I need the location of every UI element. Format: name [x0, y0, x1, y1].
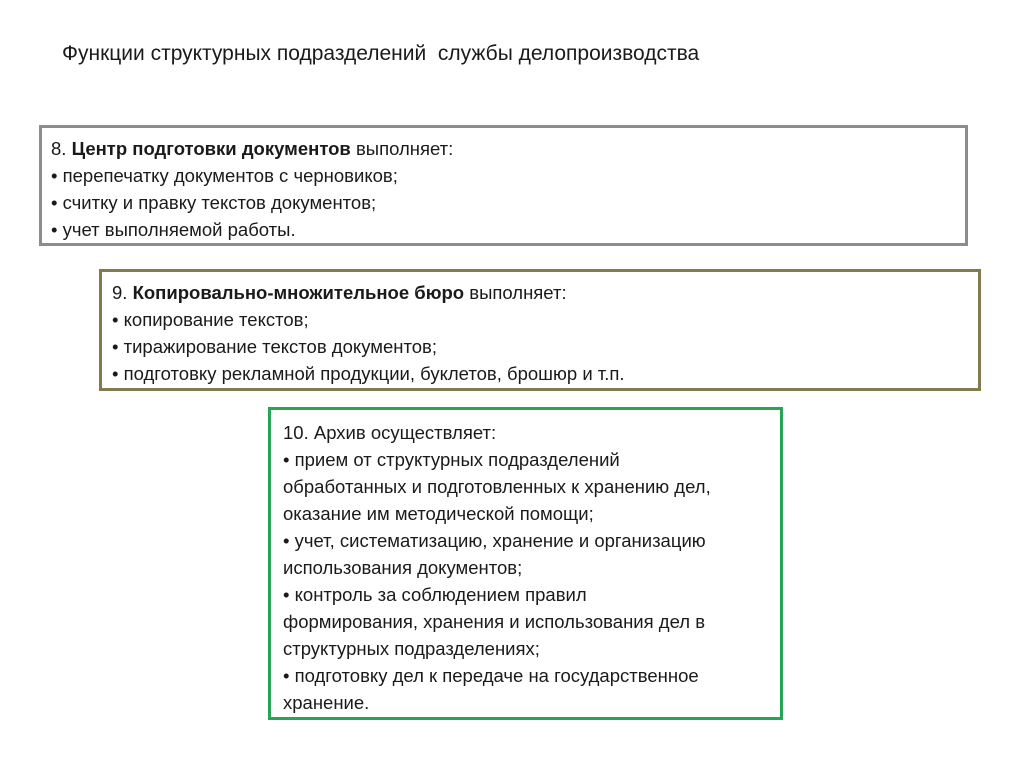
box8-item: • считку и правку текстов документов; — [51, 192, 377, 213]
box10-line: • контроль за соблюдением правил — [283, 584, 587, 605]
box10-heading: 10. Архив осуществляет: — [283, 422, 497, 443]
box8-item: • перепечатку документов с черновиков; — [51, 165, 398, 186]
page-title: Функции структурных подразделений службы делопроизводства — [62, 42, 700, 65]
box8-heading — [51, 135, 965, 162]
center-document-preparation-box — [39, 125, 968, 246]
box10-line: оказание им методической помощи; — [283, 503, 594, 524]
box9-item: • тиражирование текстов документов; — [112, 336, 437, 357]
box10-line: • прием от структурных подразделений — [283, 449, 620, 470]
box10-line: обработанных и подготовленных к хранению дел, — [283, 476, 711, 497]
box8-item: • учет выполняемой работы. — [51, 219, 296, 240]
box9-unit-name: Копировально-множительное бюро — [132, 282, 465, 303]
box10-line: формирования, хранения и использования дел в — [283, 611, 706, 632]
box8-verb: выполняет: — [355, 138, 454, 159]
box9-heading — [112, 279, 978, 306]
box8-unit-name: Центр подготовки документов — [71, 138, 351, 159]
box9-verb: выполняет: — [469, 282, 567, 303]
box8-number: 8. — [51, 138, 67, 159]
copying-bureau-box — [99, 269, 981, 391]
archive-box — [268, 407, 783, 720]
box9-item: • копирование текстов; — [112, 309, 309, 330]
box10-line: структурных подразделениях; — [283, 638, 540, 659]
box10-line: • учет, систематизацию, хранение и организацию — [283, 530, 706, 551]
box9-item: • подготовку рекламной продукции, буклетов, брошюр и т.п. — [112, 363, 625, 384]
box9-number: 9. — [112, 282, 128, 303]
box10-line: хранение. — [283, 692, 370, 713]
box10-line: • подготовку дел к передаче на государственное — [283, 665, 699, 686]
box10-line: использования документов; — [283, 557, 523, 578]
